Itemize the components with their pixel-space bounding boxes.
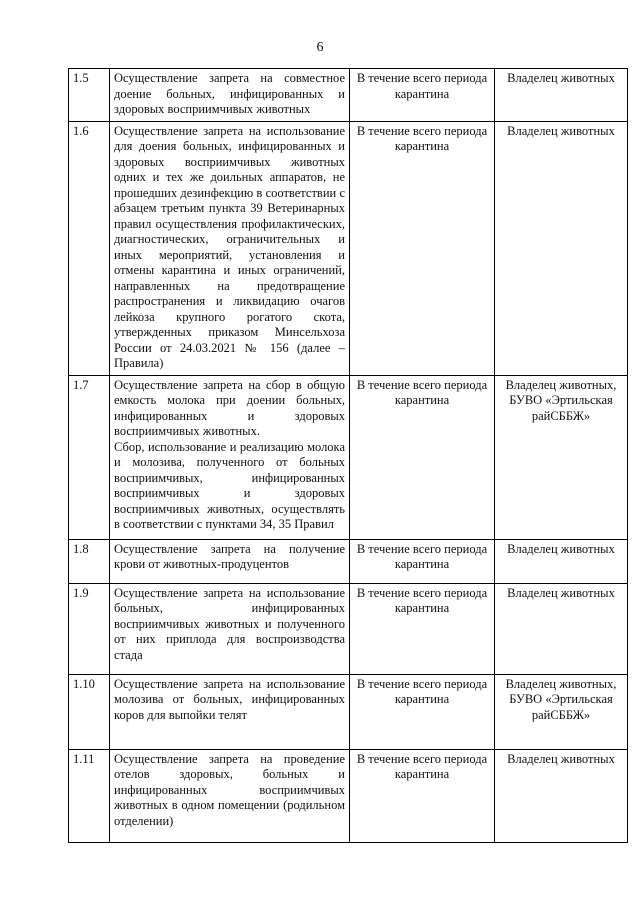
period-text: В течение всего периода карантина (350, 749, 495, 842)
period-text: В течение всего периода карантина (350, 69, 495, 122)
measure-text (110, 674, 350, 749)
table-row (69, 539, 628, 583)
period-text: В течение всего периода карантина (350, 539, 495, 583)
measure-paragraph: Осуществление запрета на сбор в общую емкость молока при доении больных, инфицированных и здоровых восприимчивых животных. (114, 377, 345, 438)
period-text: В течение всего периода карантина (350, 375, 495, 539)
measure-paragraph: Сбор, использование и реализацию молока и молозива, полученного от больных восприимчивых, инфицированных восприимчивых и здоровых восприимчивых животных, осуществлять в соответствии с пунктами 34, 35 Правил (114, 439, 345, 531)
measure-paragraph: Осуществление запрета на проведение отелов здоровых, больных и инфицированных восприимчивых животных в одном помещении (родильном отделении) (114, 751, 345, 828)
measures-table (68, 68, 628, 843)
table-row (69, 583, 628, 674)
responsible-text: Владелец животных (495, 121, 628, 375)
period-text: В течение всего периода карантина (350, 121, 495, 375)
row-number: 1.9 (69, 583, 110, 674)
responsible-text: Владелец животных (495, 749, 628, 842)
responsible-text: Владелец животных, БУВО «Эртильская райСББЖ» (495, 674, 628, 749)
row-number: 1.10 (69, 674, 110, 749)
row-number: 1.11 (69, 749, 110, 842)
measure-paragraph: Осуществление запрета на использование молозива от больных, инфицированных коров для выпойки телят (114, 676, 345, 722)
table-row (69, 375, 628, 539)
table-row (69, 674, 628, 749)
row-number: 1.6 (69, 121, 110, 375)
page-number: 6 (316, 40, 324, 55)
measure-text (110, 121, 350, 375)
period-text: В течение всего периода карантина (350, 674, 495, 749)
measure-text (110, 539, 350, 583)
table-row (69, 121, 628, 375)
measure-text (110, 69, 350, 122)
table-row (69, 749, 628, 842)
measure-text (110, 749, 350, 842)
responsible-text: Владелец животных (495, 583, 628, 674)
row-number: 1.5 (69, 69, 110, 122)
responsible-text: Владелец животных (495, 69, 628, 122)
measure-paragraph: Осуществление запрета на использование больных, инфицированных восприимчивых животных и полученного от них приплода для воспроизводства стада (114, 585, 345, 662)
measure-paragraph: Осуществление запрета на использование для доения больных, инфицированных и здоровых восприимчивых животных одних и тех же доильных аппаратов, не прошедших дезинфекцию в соответствии с абзацем третьим пункта 39 Ветеринарных правил осуществления профилактических, диагностических, ограничительных и иных мероприятий, установления и отмены карантина и иных ограничений, направленных на предотвращение распространения и ликвидацию очагов лейкоза крупного рогатого скота, утвержденных приказом Минсельхоза России от 24.03.2021 № 156 (далее – Правила) (114, 123, 345, 370)
measure-text (110, 583, 350, 674)
measure-paragraph: Осуществление запрета на получение крови от животных-продуцентов (114, 541, 345, 571)
responsible-text: Владелец животных, БУВО «Эртильская райСББЖ» (495, 375, 628, 539)
period-text: В течение всего периода карантина (350, 583, 495, 674)
measure-text (110, 375, 350, 539)
measure-paragraph: Осуществление запрета на совместное доение больных, инфицированных и здоровых восприимчивых животных (114, 71, 345, 116)
responsible-text: Владелец животных (495, 539, 628, 583)
row-number: 1.8 (69, 539, 110, 583)
measures-table-body (69, 69, 628, 843)
row-number: 1.7 (69, 375, 110, 539)
table-row (69, 69, 628, 122)
